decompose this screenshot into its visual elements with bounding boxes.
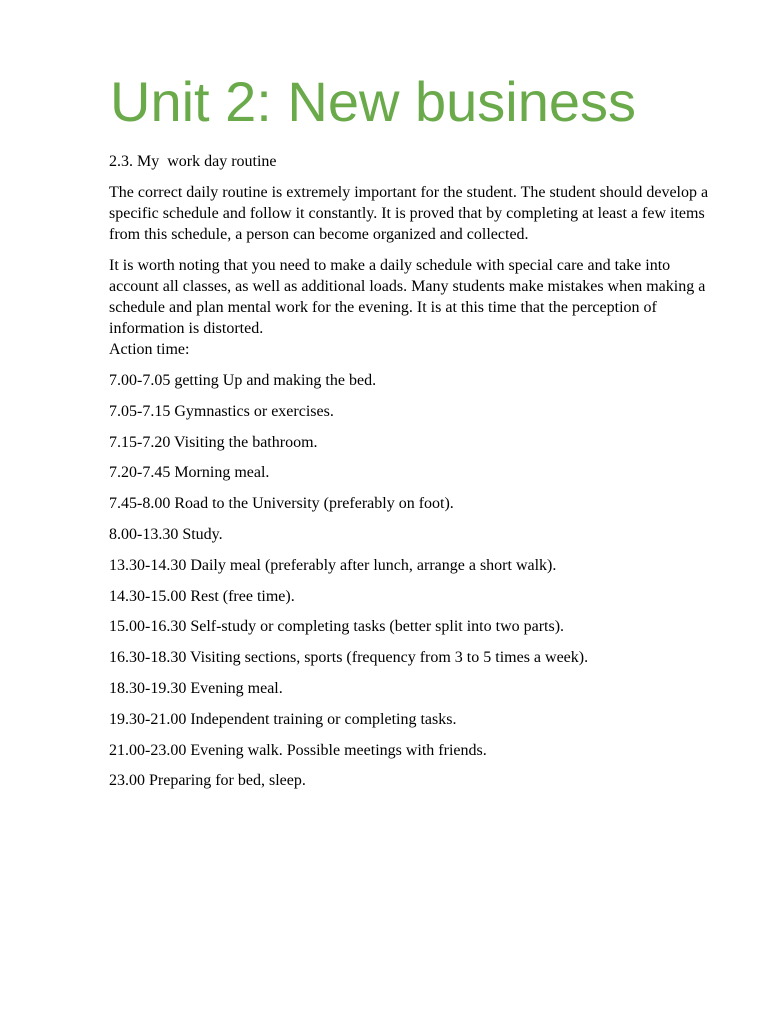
page-title: Unit 2: New business: [110, 70, 637, 133]
schedule-item: 7.45-8.00 Road to the University (preferably on foot).: [109, 495, 454, 513]
action-time-label: Action time:: [109, 341, 190, 358]
schedule-item: 8.00-13.30 Study.: [109, 525, 223, 543]
document-body: [109, 151, 721, 801]
schedule-item: 23.00 Preparing for bed, sleep.: [109, 772, 306, 790]
schedule-item: 18.30-19.30 Evening meal.: [109, 679, 283, 697]
schedule-item: 7.05-7.15 Gymnastics or exercises.: [109, 402, 334, 420]
schedule-item: 19.30-21.00 Independent training or completing tasks.: [109, 710, 457, 728]
schedule-list: [109, 370, 721, 791]
schedule-item: 15.00-16.30 Self-study or completing tasks (better split into two parts).: [109, 618, 565, 636]
schedule-item: 16.30-18.30 Visiting sections, sports (frequency from 3 to 5 times a week).: [109, 649, 589, 667]
schedule-item: 7.15-7.20 Visiting the bathroom.: [109, 433, 318, 451]
intro-paragraph: The correct daily routine is extremely important for the student. The student should develop a specific schedule and follow it constantly. It is proved that by completing at least a few items from this schedule, a person can become organized and collected.: [109, 184, 709, 243]
schedule-item: 7.00-7.05 getting Up and making the bed.: [109, 372, 377, 389]
section-heading: 2.3. My work day routine: [109, 153, 277, 170]
schedule-item: 21.00-23.00 Evening walk. Possible meetings with friends.: [109, 741, 487, 759]
schedule-item: 14.30-15.00 Rest (free time).: [109, 587, 295, 605]
schedule-item: 7.20-7.45 Morning meal.: [109, 464, 270, 482]
advice-paragraph: It is worth noting that you need to make a daily schedule with special care and take into account all classes, as well as additional loads. Many students make mistakes when making a schedule and plan mental work for the evening. It is at this time that the perception of information is distorted.: [109, 257, 706, 337]
schedule-item: 13.30-14.30 Daily meal (preferably after lunch, arrange a short walk).: [109, 556, 557, 574]
